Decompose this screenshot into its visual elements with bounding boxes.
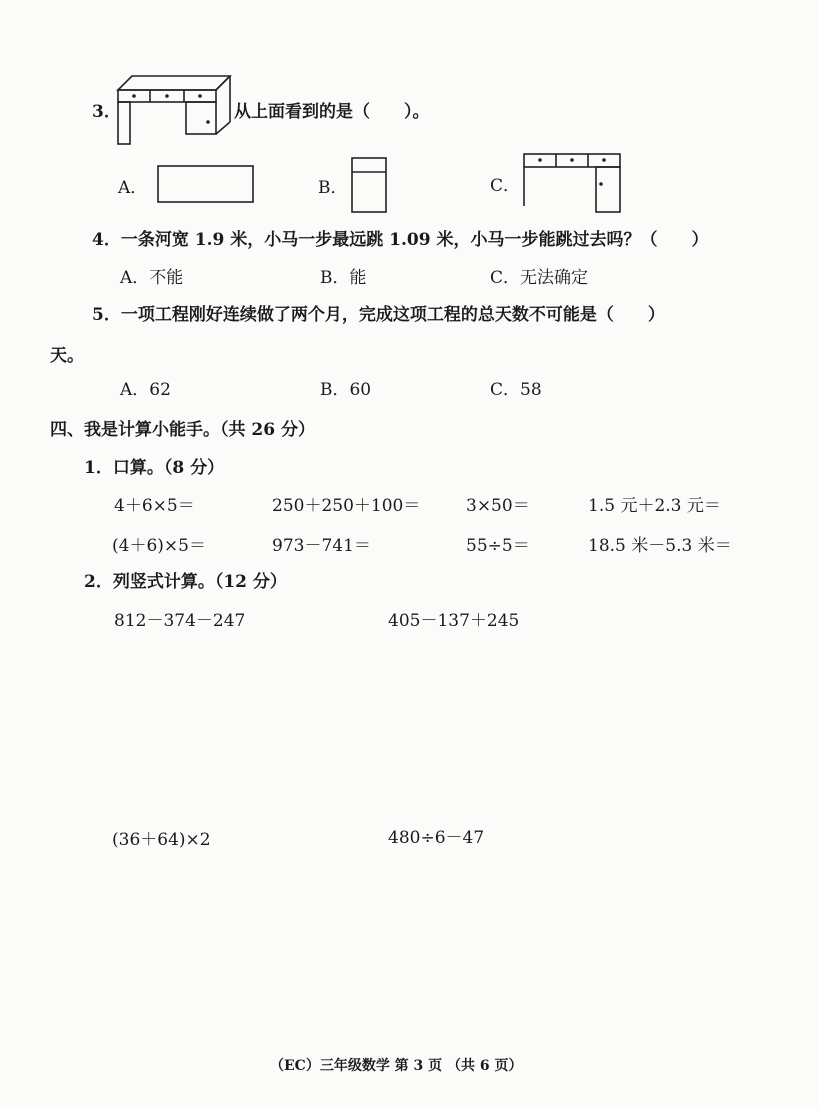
q3-number: 3． xyxy=(92,102,121,122)
oral-item: 1.5 元＋2.3 元＝ xyxy=(588,496,721,516)
oral-item: 973－741＝ xyxy=(272,536,371,556)
vertical-calc-item: 812－374－247 xyxy=(114,611,246,631)
q5-stem: 5．一项工程刚好连续做了两个月，完成这项工程的总天数不可能是（ ） xyxy=(92,305,665,325)
q3-stem: 从上面看到的是（ ）。 xyxy=(234,102,430,122)
q5-option-b: B．60 xyxy=(320,380,372,400)
page-footer: （EC）三年级数学 第 3 页 （共 6 页） xyxy=(270,1058,523,1074)
desk-figure xyxy=(112,72,232,148)
vertical-calc-item: 480÷6－47 xyxy=(388,828,485,848)
vertical-calc-item: (36＋64)×2 xyxy=(112,830,211,850)
q4-option-b: B．能 xyxy=(320,268,367,288)
oral-item: 250＋250＋100＝ xyxy=(272,496,421,516)
q5-option-c: C．58 xyxy=(490,380,542,400)
part2-title: 2．列竖式计算。（12 分） xyxy=(84,572,287,592)
q3-option-c-figure xyxy=(522,152,622,216)
oral-item: (4＋6)×5＝ xyxy=(112,536,206,556)
oral-item: 18.5 米－5.3 米＝ xyxy=(588,536,732,556)
q3-option-a: A． xyxy=(118,178,148,198)
oral-item: 4＋6×5＝ xyxy=(114,496,195,516)
q3-option-b: B． xyxy=(318,178,348,198)
q4-option-c: C．无法确定 xyxy=(490,268,589,288)
section4-title: 四、我是计算小能手。（共 26 分） xyxy=(50,420,315,440)
oral-item: 55÷5＝ xyxy=(466,536,530,556)
q5-option-a: A．62 xyxy=(120,380,171,400)
q3-option-c: C． xyxy=(490,176,521,196)
oral-item: 3×50＝ xyxy=(466,496,530,516)
q3-option-a-figure xyxy=(156,164,256,204)
part1-title: 1．口算。（8 分） xyxy=(84,458,225,478)
q3-option-b-figure xyxy=(350,156,390,216)
q5-stem-cont: 天。 xyxy=(50,346,84,366)
q4-stem: 4．一条河宽 1.9 米，小马一步最远跳 1.09 米，小马一步能跳过去吗？（ ） xyxy=(92,230,709,250)
q4-option-a: A．不能 xyxy=(120,268,184,288)
vertical-calc-item: 405－137＋245 xyxy=(388,611,520,631)
